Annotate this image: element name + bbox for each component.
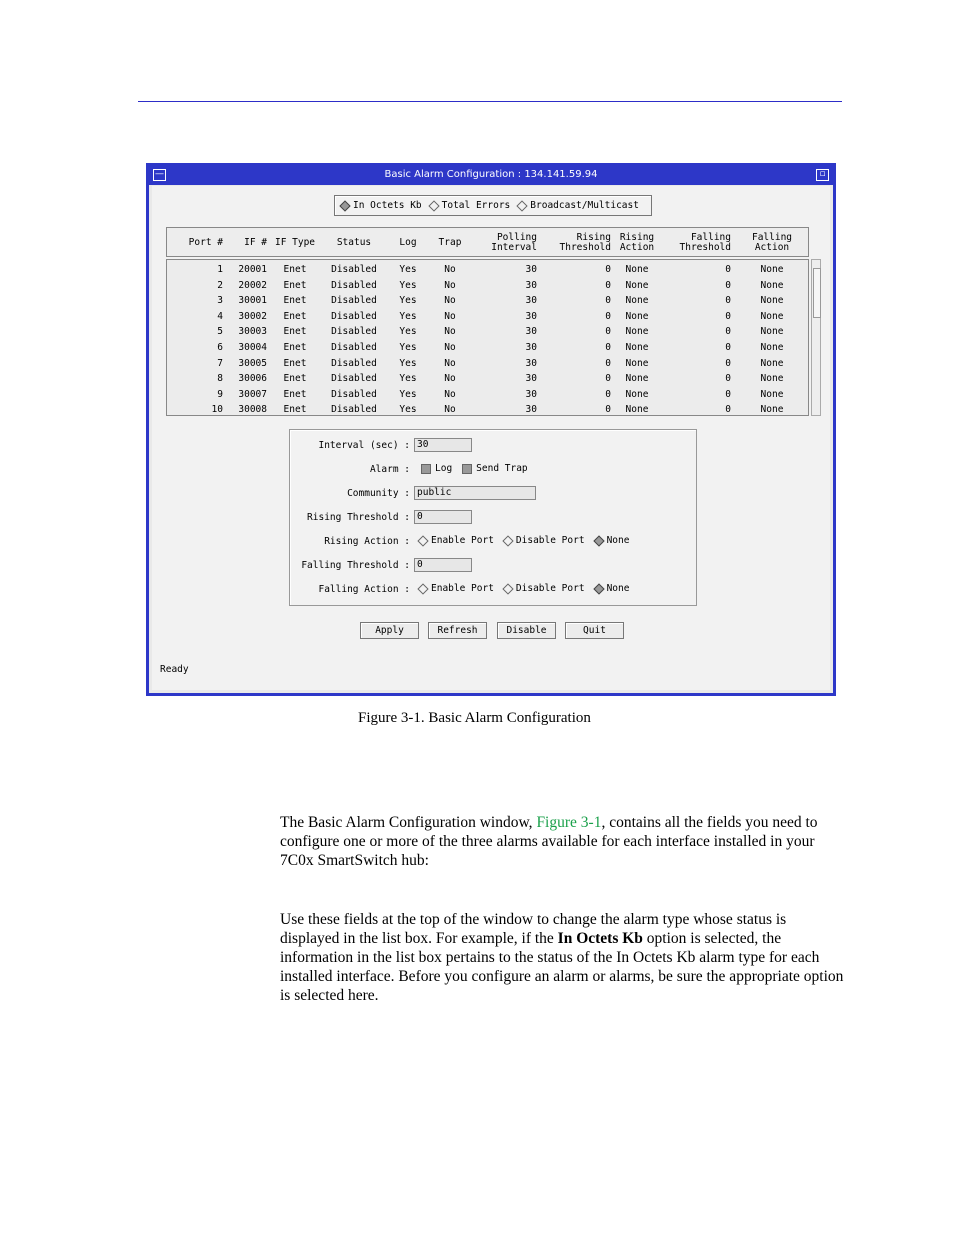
table-cell: 30006 (238, 373, 267, 385)
table-cell: No (444, 295, 456, 307)
table-cell: Yes (399, 295, 417, 307)
refresh-button[interactable]: Refresh (428, 622, 487, 639)
radio-icon (417, 583, 428, 594)
table-cell: Disabled (331, 388, 377, 400)
column-header: Rising Threshold (559, 232, 611, 253)
table-cell: No (444, 279, 456, 291)
table-cell: None (760, 373, 784, 385)
table-cell: Disabled (331, 342, 377, 353)
table-cell: 30 (525, 279, 537, 291)
table-cell: None (625, 342, 649, 353)
table-cell: Enet (283, 264, 307, 275)
table-cell: None (760, 342, 784, 353)
status-text: Ready (160, 664, 189, 675)
table-cell: 20002 (238, 279, 267, 291)
table-cell: Disabled (331, 326, 377, 338)
disable-button[interactable]: Disable (497, 622, 556, 639)
table-cell: None (625, 357, 649, 369)
table-cell: 0 (725, 373, 731, 385)
table-cell: 10 (211, 404, 223, 416)
radio-icon (502, 535, 513, 546)
table-cell: Enet (283, 342, 307, 353)
send-trap-checkbox[interactable]: Send Trap (462, 463, 527, 474)
rising-threshold-label: Rising Threshold : (307, 512, 410, 523)
table-cell: Enet (283, 357, 307, 369)
column-header: Falling Threshold (679, 232, 731, 253)
table-cell: Enet (283, 373, 307, 385)
table-cell: 9 (217, 388, 223, 400)
table-cell: Enet (283, 295, 307, 307)
window-titlebar[interactable] (149, 166, 833, 185)
table-cell: 30 (525, 388, 537, 400)
table-cell: 30 (525, 373, 537, 385)
column-header: Rising Action (619, 232, 655, 253)
table-cell: Disabled (331, 373, 377, 385)
community-label: Community : (347, 488, 410, 499)
interval-input[interactable]: 30 (414, 438, 472, 452)
table-cell: 30003 (238, 326, 267, 338)
table-row[interactable] (167, 324, 808, 339)
table-cell: None (760, 326, 784, 338)
quit-button[interactable]: Quit (565, 622, 624, 639)
table-cell: 30007 (238, 388, 267, 400)
window-maximize-icon[interactable]: ▫ (816, 169, 829, 181)
column-header: Falling Action (751, 232, 793, 253)
table-cell: Disabled (331, 357, 377, 369)
header-rule (138, 101, 842, 102)
table-cell: Yes (399, 404, 417, 416)
apply-button[interactable]: Apply (360, 622, 419, 639)
figure-link[interactable]: Figure 3-1 (536, 814, 602, 831)
falling-disable-port-radio[interactable]: Disable Port (504, 583, 585, 594)
column-header: Log (399, 237, 417, 248)
log-checkbox[interactable]: Log (421, 463, 452, 474)
table-cell: 0 (725, 295, 731, 307)
table-cell: Disabled (331, 264, 377, 275)
table-cell: 0 (725, 342, 731, 353)
table-cell: None (760, 404, 784, 416)
table-cell: 0 (725, 264, 731, 275)
table-cell: No (444, 373, 456, 385)
list-scrollbar[interactable] (811, 259, 821, 416)
figure-caption: Figure 3-1. Basic Alarm Configuration (358, 710, 591, 726)
rising-none-radio[interactable]: None (595, 535, 630, 546)
alarm-type-paragraph: Use these fields at the top of the window to change the alarm type whose status is displayed in the list box. For example, if the In Octets Kb option is selected, the information in the list box pertains to the status of the In Octets Kb alarm type for each installed interface. Before you configure an alarm or alarms, be sure the appropriate option is selected here. (280, 911, 844, 1004)
rising-action-options (419, 535, 629, 546)
table-cell: 30 (525, 295, 537, 307)
table-cell: 1 (217, 264, 223, 275)
table-cell: 4 (217, 310, 223, 322)
table-row[interactable] (167, 309, 808, 324)
table-cell: 0 (605, 373, 611, 385)
table-cell: 30001 (238, 295, 267, 307)
table-cell: 0 (605, 357, 611, 369)
table-row[interactable] (167, 278, 808, 293)
column-header: Trap (438, 237, 462, 248)
column-header: IF Type (274, 237, 316, 248)
basic-alarm-window (146, 163, 836, 696)
table-cell: 20001 (238, 264, 267, 275)
interval-label: Interval (sec) : (318, 440, 410, 451)
column-header: IF # (244, 237, 267, 248)
table-cell: 7 (217, 357, 223, 369)
table-row[interactable] (167, 402, 808, 417)
table-cell: Disabled (331, 404, 377, 416)
table-cell: No (444, 326, 456, 338)
table-cell: No (444, 404, 456, 416)
table-cell: 0 (725, 310, 731, 322)
table-cell: 0 (605, 279, 611, 291)
table-cell: No (444, 310, 456, 322)
rising-disable-port-radio[interactable]: Disable Port (504, 535, 585, 546)
table-cell: Enet (283, 388, 307, 400)
table-cell: Yes (399, 279, 417, 291)
table-cell: None (625, 326, 649, 338)
table-cell: None (760, 357, 784, 369)
table-cell: 0 (605, 264, 611, 275)
table-cell: 30 (525, 342, 537, 353)
table-row[interactable] (167, 293, 808, 308)
table-cell: None (625, 404, 649, 416)
community-input[interactable]: public (414, 486, 536, 500)
table-cell: Enet (283, 279, 307, 291)
table-cell: 2 (217, 279, 223, 291)
table-cell: Yes (399, 342, 417, 353)
checkbox-icon (421, 464, 431, 474)
radio-icon (417, 535, 428, 546)
table-cell: 0 (605, 404, 611, 416)
table-cell: Disabled (331, 310, 377, 322)
table-cell: Enet (283, 310, 307, 322)
falling-none-radio[interactable]: None (595, 583, 630, 594)
window-title: Basic Alarm Configuration : 134.141.59.94 (384, 169, 598, 180)
rising-threshold-input[interactable]: 0 (414, 510, 472, 524)
table-row[interactable] (167, 262, 808, 277)
falling-threshold-label: Falling Threshold : (301, 560, 410, 571)
table-cell: None (625, 295, 649, 307)
alarm-type-broadcast[interactable]: Broadcast/Multicast (518, 200, 639, 211)
table-cell: 0 (725, 279, 731, 291)
port-list[interactable] (166, 259, 809, 416)
table-cell: Yes (399, 326, 417, 338)
radio-icon (428, 200, 439, 211)
table-cell: None (625, 310, 649, 322)
table-cell: 6 (217, 342, 223, 353)
table-cell: 0 (605, 326, 611, 338)
table-cell: None (625, 373, 649, 385)
radio-selected-icon (593, 583, 604, 594)
table-cell: Yes (399, 310, 417, 322)
table-cell: Disabled (331, 295, 377, 307)
table-cell: None (760, 388, 784, 400)
table-cell: None (625, 264, 649, 275)
table-row[interactable] (167, 371, 808, 386)
window-client (152, 186, 830, 690)
scrollbar-thumb[interactable] (813, 268, 821, 318)
table-row[interactable] (167, 356, 808, 371)
column-header: Status (336, 237, 372, 248)
alarm-type-total-errors[interactable]: Total Errors (430, 200, 511, 211)
table-cell: 3 (217, 295, 223, 307)
table-cell: No (444, 357, 456, 369)
table-cell: 0 (725, 388, 731, 400)
alarm-settings-form (289, 429, 697, 606)
table-cell: Enet (283, 326, 307, 338)
window-menu-icon[interactable]: — (155, 169, 164, 179)
falling-action-options (419, 583, 629, 594)
rising-action-label: Rising Action : (324, 536, 410, 547)
table-cell: 30 (525, 326, 537, 338)
table-cell: 30 (525, 357, 537, 369)
table-cell: 0 (605, 310, 611, 322)
table-cell: None (760, 295, 784, 307)
table-cell: Enet (283, 404, 307, 416)
table-cell: 0 (605, 388, 611, 400)
falling-action-label: Falling Action : (318, 584, 410, 595)
table-cell: 5 (217, 326, 223, 338)
table-cell: Yes (399, 373, 417, 385)
table-cell: Yes (399, 264, 417, 275)
table-cell: 0 (725, 357, 731, 369)
radio-icon (502, 583, 513, 594)
table-cell: 0 (725, 404, 731, 416)
table-cell: No (444, 388, 456, 400)
list-header (166, 227, 809, 257)
table-row[interactable] (167, 340, 808, 355)
alarm-label: Alarm : (369, 464, 410, 475)
table-cell: No (444, 342, 456, 353)
table-cell: 30005 (238, 357, 267, 369)
radio-selected-icon (593, 535, 604, 546)
table-cell: None (760, 279, 784, 291)
table-cell: None (625, 279, 649, 291)
table-cell: 0 (605, 342, 611, 353)
alarm-type-selector (334, 195, 652, 216)
table-cell: 30002 (238, 310, 267, 322)
table-cell: Yes (399, 388, 417, 400)
table-cell: 30 (525, 264, 537, 275)
table-cell: No (444, 264, 456, 275)
table-cell: 30 (525, 310, 537, 322)
column-header: Port # (188, 237, 223, 248)
radio-selected-icon (339, 200, 350, 211)
radio-icon (517, 200, 528, 211)
table-cell: 30008 (238, 404, 267, 416)
table-cell: None (760, 310, 784, 322)
table-cell: 30 (525, 404, 537, 416)
intro-paragraph: The Basic Alarm Configuration window, Figure 3-1, contains all the fields you need to configure one or more of the three alarms available for each interface installed in your 7C0x SmartSwitch hub: (280, 814, 818, 869)
table-cell: None (625, 388, 649, 400)
alarm-type-in-octets[interactable]: In Octets Kb (341, 200, 422, 211)
table-cell: Yes (399, 357, 417, 369)
checkbox-icon (462, 464, 472, 474)
falling-threshold-input[interactable]: 0 (414, 558, 472, 572)
table-cell: 0 (605, 295, 611, 307)
falling-enable-port-radio[interactable]: Enable Port (419, 583, 494, 594)
table-cell: Disabled (331, 279, 377, 291)
table-cell: None (760, 264, 784, 275)
table-cell: 8 (217, 373, 223, 385)
column-header: Polling Interval (491, 232, 537, 253)
table-row[interactable] (167, 387, 808, 402)
table-cell: 30004 (238, 342, 267, 353)
table-cell: 0 (725, 326, 731, 338)
rising-enable-port-radio[interactable]: Enable Port (419, 535, 494, 546)
